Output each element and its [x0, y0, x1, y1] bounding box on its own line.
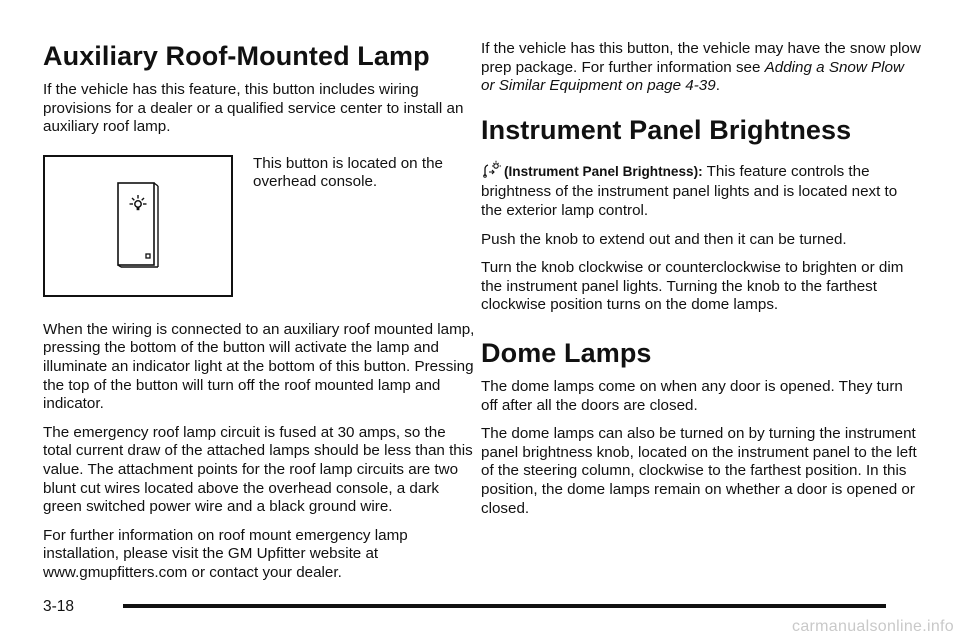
section-title-dome-lamps: Dome Lamps	[481, 337, 652, 368]
snow-plow-text: If the vehicle has this button, the vehicle may have the snow plow prep package. For further information see	[481, 40, 921, 76]
figure-caption: This button is located on the overhead console.	[253, 154, 443, 191]
instrument-panel-brightness-icon	[481, 160, 501, 184]
wiring-paragraph: When the wiring is connected to an auxiliary roof mounted lamp, pressing the bottom of the button will activate the lamp and illuminate an indicator light at the bottom of this button. Pressing the top of the button will turn off the roof mounted lamp and indicator.	[43, 320, 475, 413]
figure-row	[43, 155, 475, 297]
right-column	[481, 40, 921, 528]
figure-caption-block	[253, 155, 453, 297]
dome-paragraph-1: The dome lamps come on when any door is opened. They turn off after all the doors are closed.	[481, 377, 903, 414]
footer-rule	[123, 604, 886, 608]
circuit-paragraph: The emergency roof lamp circuit is fused at 30 amps, so the total current draw of the attached lamps should be less than this value. The attachment points for the roof lamp circuits are two blunt cut wires located above the overhead console, a dark green switched power wire and a black ground wire.	[43, 423, 473, 516]
ipb-push-paragraph: Push the knob to extend out and then it can be turned.	[481, 230, 847, 248]
intro-paragraph: If the vehicle has this feature, this button includes wiring provisions for a dealer or a qualified service center to install an auxiliary roof lamp.	[43, 81, 464, 136]
ipb-turn-paragraph: Turn the knob clockwise or counterclockwise to brighten or dim the instrument panel lights. Turning the knob to the farthest clockwise position turns on the dome lamps.	[481, 259, 904, 314]
section-title-auxiliary-roof-lamp: Auxiliary Roof-Mounted Lamp	[43, 41, 430, 71]
snow-plow-end: .	[715, 77, 720, 95]
snow-plow-reference-link[interactable]: Adding a Snow Plow or Similar Equipment on page 4-39	[481, 58, 904, 95]
snow-plow-paragraph	[481, 40, 921, 96]
upfitter-paragraph: For further information on roof mount emergency lamp installation, please visit the GM Upfitter website at www.gmupfitters.com or contact your dealer.	[43, 526, 408, 581]
roof-lamp-figure	[43, 155, 233, 297]
ipb-description	[481, 160, 921, 221]
ipb-text: This feature controls the brightness of the instrument panel lights and is located next to the exterior lamp control.	[481, 162, 898, 219]
watermark: carmanualsonline.info	[792, 618, 954, 635]
left-column	[43, 40, 475, 593]
roof-lamp-switch-icon	[116, 181, 160, 269]
section-title-instrument-panel-brightness: Instrument Panel Brightness	[481, 114, 852, 145]
dome-paragraph-2: The dome lamps can also be turned on by turning the instrument panel brightness knob, located on the instrument panel to the left of the steering column, clockwise to the farthest position. In this position, the dome lamps remain on whether a door is opened or closed.	[481, 425, 917, 517]
page-number: 3-18	[43, 598, 75, 615]
ipb-label: (Instrument Panel Brightness):	[504, 163, 703, 179]
